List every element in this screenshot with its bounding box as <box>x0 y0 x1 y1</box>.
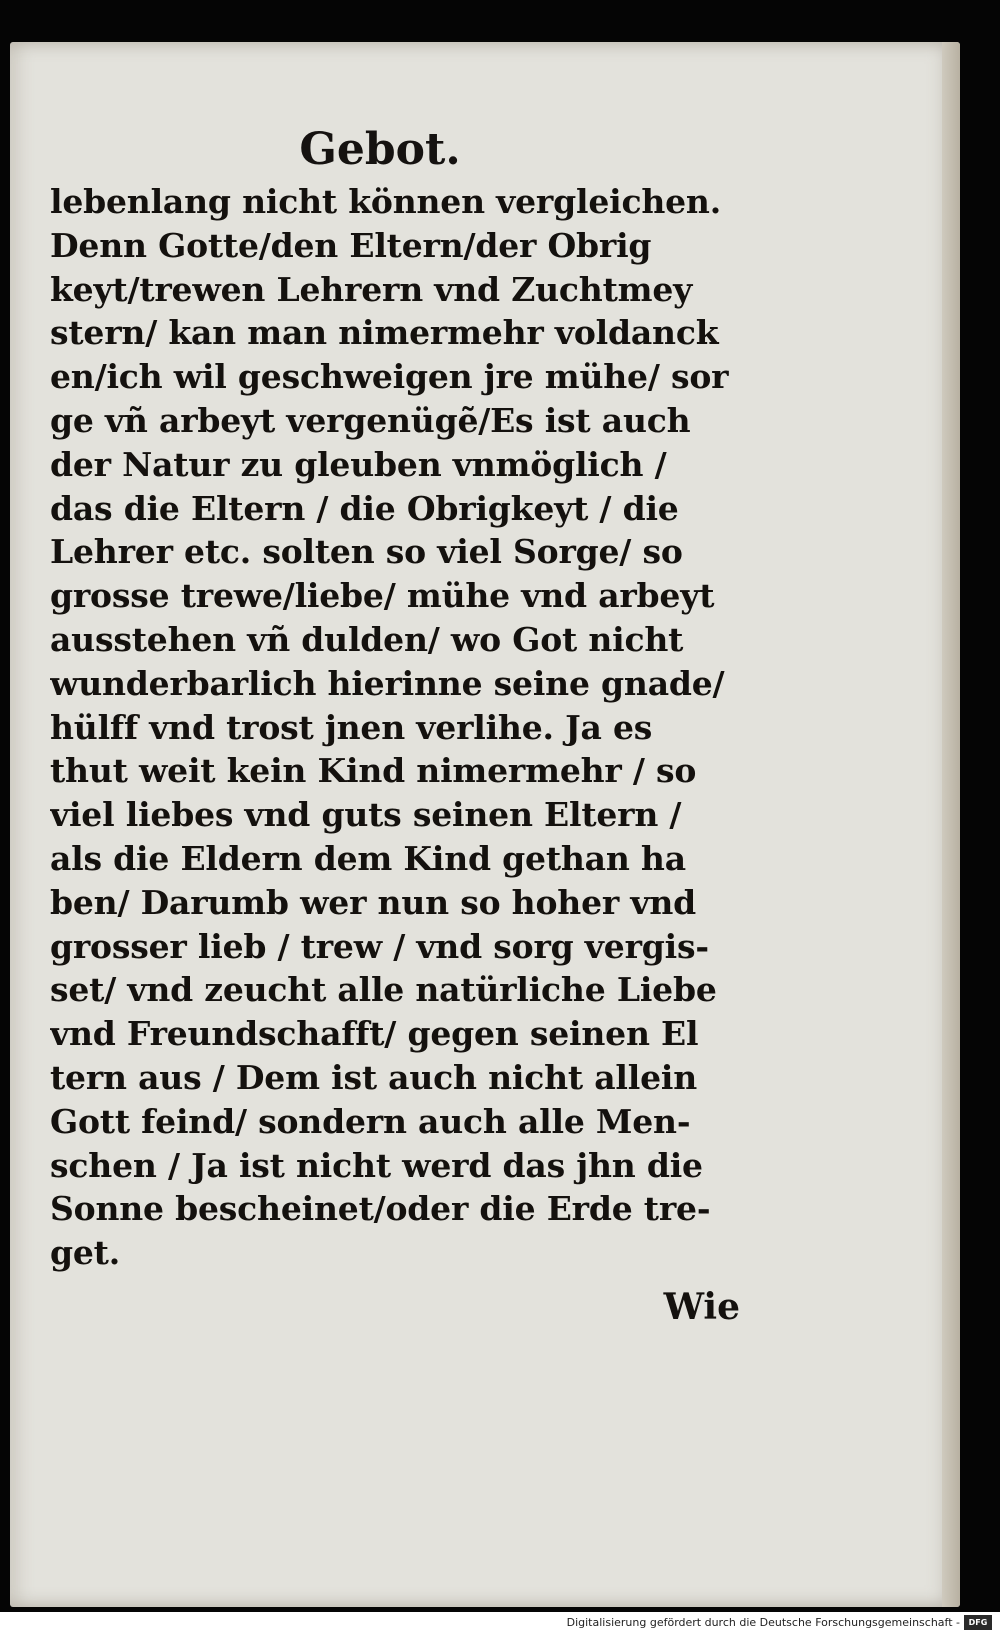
text-line: thut weit kein Kind nimermehr / so <box>50 751 697 791</box>
text-line: hülff vnd trost jnen verlihe. Ja es <box>50 707 653 747</box>
text-line: ge vñ arbeyt vergenügẽ/Es ist auch <box>50 400 691 440</box>
text-line: Denn Gotte/den Eltern/der Obrig <box>50 225 652 265</box>
catchword: Wie <box>663 1286 740 1328</box>
footer-credit: Digitalisierung gefördert durch die Deutsche Forschungsgemeinschaft - <box>566 1616 960 1629</box>
text-line: ausstehen vñ dulden/ wo Got nicht <box>50 619 684 659</box>
text-line: get. <box>50 1233 121 1273</box>
text-line: schen / Ja ist nicht werd das jhn die <box>50 1145 703 1185</box>
text-line: ben/ Darumb wer nun so hoher vnd <box>50 882 696 922</box>
text-line: set/ vnd zeucht alle natürliche Liebe <box>50 970 717 1010</box>
text-line: grosser lieb / trew / vnd sorg vergis- <box>50 926 709 966</box>
body-text <box>50 180 740 1275</box>
text-line: en/ich wil geschweigen jre mühe/ sor <box>50 357 729 397</box>
text-line: viel liebes vnd guts seinen Eltern / <box>50 795 682 835</box>
running-head: Gebot. <box>299 124 461 175</box>
text-line: als die Eldern dem Kind gethan ha <box>50 838 686 878</box>
text-line: vnd Freundschafft/ gegen seinen El <box>50 1014 699 1054</box>
text-line: lebenlang nicht können vergleichen. <box>50 182 722 221</box>
page-edge <box>942 42 960 1607</box>
text-line: wunderbarlich hierinne seine gnade/ <box>50 663 725 703</box>
text-line: stern/ kan man nimermehr voldanck <box>50 313 719 353</box>
dfg-logo-icon: DFG <box>964 1615 992 1630</box>
text-line: das die Eltern / die Obrigkeyt / die <box>50 488 679 528</box>
text-line: tern aus / Dem ist auch nicht allein <box>50 1057 698 1097</box>
text-line: grosse trewe/liebe/ mühe vnd arbeyt <box>50 576 715 616</box>
text-line: keyt/trewen Lehrern vnd Zuchtmey <box>50 269 693 309</box>
text-line: Gott feind/ sondern auch alle Men- <box>50 1101 691 1141</box>
text-line: Sonne bescheinet/oder die Erde tre- <box>50 1189 711 1229</box>
text-line: Lehrer etc. solten so viel Sorge/ so <box>50 532 683 572</box>
text-line: der Natur zu gleuben vnmöglich / <box>50 444 667 484</box>
